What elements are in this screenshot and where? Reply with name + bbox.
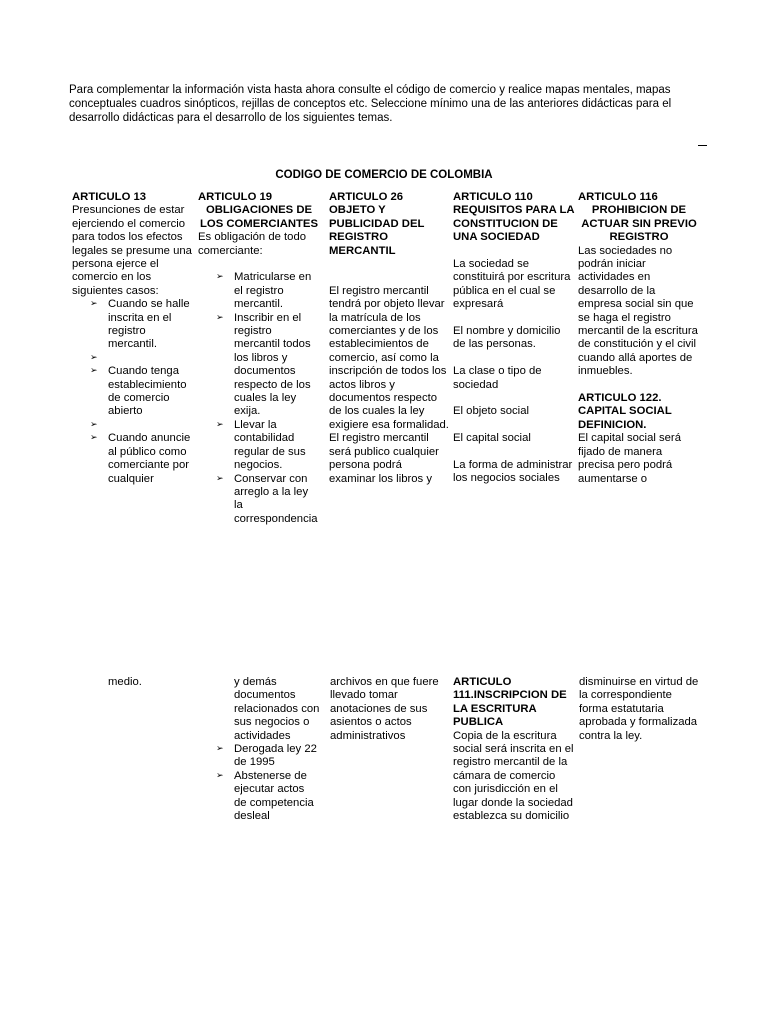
column-articulo-13 (72, 191, 194, 486)
list-item: ➢ Inscribir en el registro mercantil todos los libros y documentos respecto de los cuales la ley exija. (198, 312, 320, 419)
article-text: El registro mercantil será publico cualquier persona podrá examinar los libros y (329, 432, 439, 485)
intro-paragraph: Para complementar la información vista hasta ahora consulte el código de comercio y realice mapas mentales, mapas conceptuales cuadros sinópticos, rejillas de conceptos etc. Seleccione mínimo una de las anteriores didácticas para el desarrollo didácticas para el desarrollo de los siguientes temas. (69, 84, 672, 125)
spacer (72, 419, 194, 432)
article-text: La sociedad se constituirá por escritura pública en el cual se expresará (453, 258, 571, 311)
list-item: ➢ Abstenerse de ejecutar actos de competencia desleal (198, 770, 320, 824)
article-text: Las sociedades no podrán iniciar actividades en desarrollo de la empresa social sin que se haga el registro mercantil de la escritura de constitución y el civil cuando allá aportes de inmuebles. (578, 244, 698, 378)
spacer (198, 258, 320, 271)
bullet-list (198, 743, 320, 823)
article-text: El objeto social (453, 405, 529, 418)
article-text: medio. (108, 676, 142, 688)
spacer (329, 258, 451, 271)
spacer (329, 271, 451, 284)
spacer (453, 352, 575, 365)
article-heading: ARTICULO 122. CAPITAL SOCIAL DEFINICION. (578, 392, 672, 431)
article-heading: ARTICULO 111.INSCRIPCION DE LA ESCRITURA PUBLICA (453, 676, 567, 729)
list-item: ➢ Cuando se halle inscrita en el registro mercantil. (72, 298, 194, 352)
article-text: y demás documentos relacionados con sus negocios o actividades (234, 676, 320, 742)
column-articulo-13-continuation (108, 676, 198, 689)
column-articulo-122-continuation (579, 676, 701, 743)
column-articulo-19 (198, 191, 320, 526)
column-articulo-110 (453, 191, 575, 486)
list-item: ➢ Conservar con arreglo a la ley la correspondencia (198, 473, 320, 527)
list-item: ➢ Cuando tenga establecimiento de comercio abierto (72, 365, 194, 419)
document-title: CODIGO DE COMERCIO DE COLOMBIA (275, 169, 493, 181)
article-heading: ARTICULO 13 (72, 191, 147, 203)
spacer (453, 419, 575, 432)
article-text: Presunciones de estar ejerciendo el comercio para todos los efectos legales se presume una persona ejerce el comercio en los siguientes casos: (72, 204, 192, 297)
list-item: ➢ Llevar la contabilidad regular de sus negocios. (198, 419, 320, 473)
column-articulo-26 (329, 191, 451, 486)
spacer (453, 392, 575, 405)
article-text: disminuirse en virtud de la correspondiente forma estatutaria aprobada y formalizada contra la ley. (579, 676, 699, 742)
article-heading: ARTICULO 110 REQUISITOS PARA LA CONSTITUCION DE UNA SOCIEDAD (453, 191, 575, 244)
article-heading: ARTICULO 19 (198, 191, 273, 203)
article-text: El registro mercantil tendrá por objeto llevar la matrícula de los comerciantes y de los establecimientos de comercio, así como la inscripción de todos los actos libros y documentos respecto de los cuales la ley exigiere esa formalidad. (329, 284, 449, 431)
article-text: La forma de administrar los negocios sociales (453, 459, 573, 485)
spacer (578, 379, 700, 392)
article-heading: ARTICULO 26 OBJETO Y PUBLICIDAD DEL REGISTRO MERCANTIL (329, 191, 425, 257)
bullet-list (198, 271, 320, 526)
bullet-list (72, 298, 194, 486)
stray-dash-mark (698, 145, 707, 146)
spacer (72, 352, 194, 365)
spacer (453, 446, 575, 459)
spacer (453, 312, 575, 325)
article-text: archivos en que fuere llevado tomar anotaciones de sus asientos o actos administrativos (330, 676, 439, 742)
list-item: ➢ Cuando anuncie al público como comerciante por cualquier (72, 432, 194, 486)
spacer (453, 245, 575, 258)
list-item: ➢ Matricularse en el registro mercantil. (198, 271, 320, 311)
column-articulo-111 (453, 676, 575, 823)
article-text: El capital social será fijado de manera precisa pero podrá aumentarse o (578, 432, 681, 485)
list-item: ➢ Derogada ley 22 de 1995 (198, 743, 320, 770)
article-text: El capital social (453, 432, 531, 445)
article-subheading: OBLIGACIONES DE LOS COMERCIANTES (200, 204, 318, 230)
article-text: Copia de la escritura social será inscrita en el registro mercantil de la cámara de comercio con jurisdicción en el lugar donde la sociedad establezca su domicilio (453, 729, 574, 823)
column-articulo-116 (578, 191, 700, 486)
article-text: La clase o tipo de sociedad (453, 365, 542, 391)
article-text: El nombre y domicilio de las personas. (453, 325, 561, 351)
article-heading: ARTICULO 116 (578, 191, 658, 203)
column-articulo-19-continuation (198, 676, 320, 823)
column-articulo-26-continuation (330, 676, 452, 743)
article-subheading: PROHIBICION DE ACTUAR SIN PREVIO REGISTRO (581, 204, 697, 244)
article-text: Es obligación de todo comerciante: (198, 231, 307, 257)
